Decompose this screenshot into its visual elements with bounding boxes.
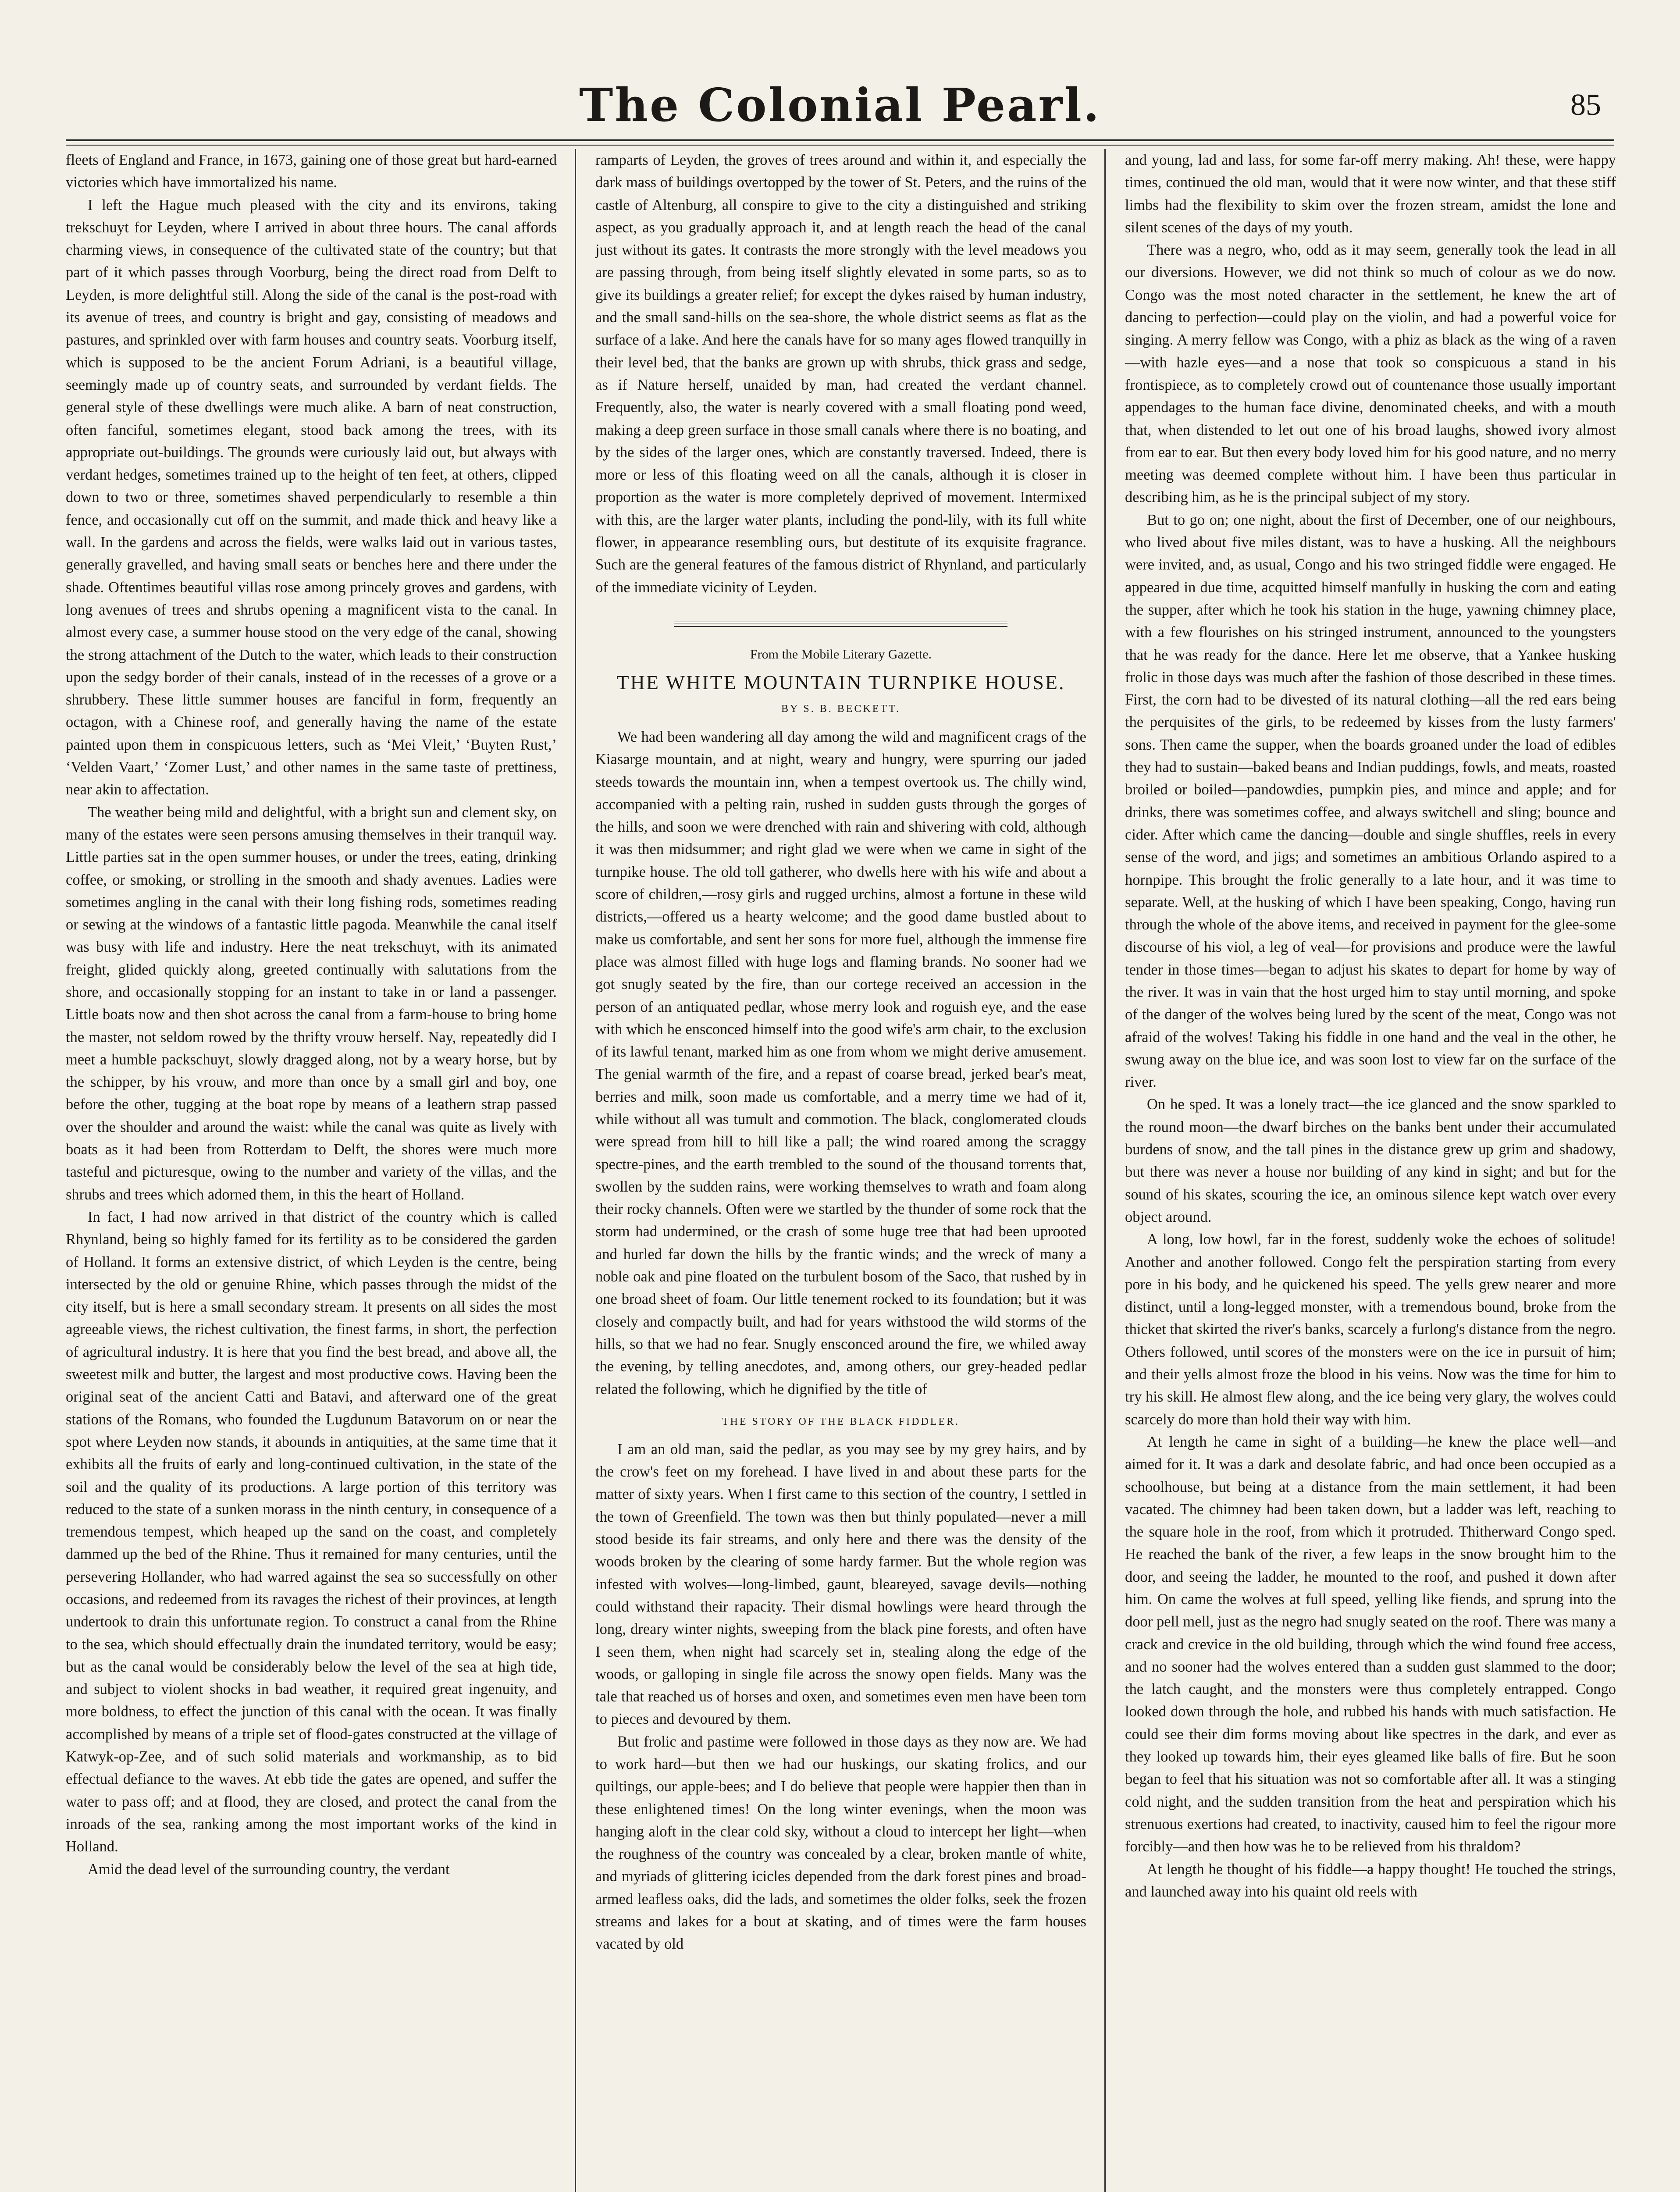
source-line: From the Mobile Literary Gazette. xyxy=(750,647,932,662)
story-paragraph: I am an old man, said the pedlar, as you may see by my grey hairs, and by the crow's feet on my forehead. I have lived in and about these parts for the matter of sixty years. When I first came to this section of the country, I settled in the town of Greenfield. The town was then but thinly populated—never a mill stood beside its fair streams, and only here and there was the density of the woods broken by the clearing of some hardy farmer. But the whole region was infested with wolves—long-limbed, gaunt, bleareyed, savage devils—nothing could withstand their rapacity. Their dismal howlings were heard through the long, dreary winter nights, sweeping from the black pine forests, and often have I seen them, when night had scarcely set in, stealing along the edge of the woods, or galloping in single file across the snowy open fields. Many was the tale that reached us of horses and oxen, and sometimes even men have been torn to pieces and devoured by them. xyxy=(595,1441,1086,1728)
story-paragraph: We had been wandering all day among the wild and magnificent crags of the Kiasarge mountain, and at night, weary and hungry, were spurring our jaded steeds towards the mountain inn, when a tempest overtook us. The chilly wind, accompanied with a pelting rain, rushed in sudden gusts through the gorges of the hills, and soon we were drenched with rain and shivering with cold, although it was then midsummer; and right glad we were when we came in sight of the turnpike house. The old toll gatherer, who dwells here with his wife and about a score of children,—rosy girls and rugged urchins, almost a fortune in these wild districts,—offered us a hearty welcome; and the good dame bustled about to make us comfortable, and sent her sons for more fuel, although the immense fire place was almost filled with huge logs and flaming brands. No sooner had we got snugly seated by the fire, than our cortege received an accession in the person of an antiquated pedlar, whose merry look and roguish eye, and the ease with which he ensconced himself into the good wife's arm chair, to the exclusion of its lawful tenant, marked him as one from whom we might derive amusement. The genial warmth of the fire, and a repast of coarse bread, jerked bear's meat, berries and milk, soon made us comfortable, and a merry time we had of it, while without all was tumult and commotion. The black, conglomerated clouds were spread from hill to hill like a pall; the wind roared among the scraggy spectre-pines, and the earth trembled to the sound of the thousand torrents that, swollen by the sudden rains, were working themselves to wrath and foam along their rocky channels. Often were we startled by the thunder of some rock that the storm had undermined, or the crash of some huge tree that had been uprooted and hurled far down the hills by the frantic winds; and the wreck of many a noble oak and pine floated on the turbulent bosom of the Saco, that rushed by in one broad sheet of foam. Our little tenement rocked to its foundation; but it was closely and compactly built, and had for years withstood the wild storms of the hills, so that we had no fear. Snugly ensconced around the fire, we whiled away the evening, by telling anecdotes, and, among others, our grey-headed pedlar related the following, which he dignified by the title of xyxy=(595,728,1086,1398)
story-paragraph: But frolic and pastime were followed in those days as they now are. We had to work hard—but then we had our huskings, our skating frolics, and our quiltings, our apple-bees; and I do believe that people were happier then than in these enlightened times! On the long winter evenings, when the moon was hanging aloft in the clear cold sky, without a cloud to intercept her light—when the roughness of the country was concealed by a clear, broken mantle of white, and myriads of glittering icicles depended from the dark forest pines and broad-armed leafless oaks, did the lads, and sometimes the older folks, seek the frozen streams and lakes for a bout at skating, and of times were the farm houses vacated by old xyxy=(595,1733,1086,1953)
newspaper-title: The Colonial Pearl. xyxy=(579,78,1101,132)
masthead xyxy=(66,75,1614,140)
page-number: 85 xyxy=(1570,88,1601,122)
article-paragraph: I left the Hague much pleased with the city and its environs, taking trekschuyt for Leyden, where I arrived in about three hours. The canal affords charming views, in consequence of the cultivated state of the country; but that part of it which passes through Voorburg, being the direct road from Delft to Leyden, is more delightful still. Along the side of the canal is the post-road with its avenue of trees, and country is bright and gay, consisting of meadows and pastures, and sprinkled over with farm houses and country seats. Voorburg itself, which is supposed to be the ancient Forum Adriani, is a beautiful village, seemingly made up of country seats, and surrounded by verdant fields. The general style of these dwellings were much alike. A barn of neat construction, often fanciful, sometimes elegant, stood back among the trees, with its appropriate out-buildings. The grounds were curiously laid out, but always with verdant hedges, sometimes trained up to the height of ten feet, at others, clipped down to two or three, sometimes shaved perpendicularly to resemble a thin fence, and occasionally cut off on the summit, and made thick and heavy like a wall. In the gardens and across the fields, were walks laid out in various tastes, generally gravelled, and having small seats or benches here and there under the shade. Oftentimes beautiful villas rose among princely groves and gardens, with long avenues of trees and shrubs opening a magnificent vista to the canal. In almost every case, a summer house stood on the very edge of the canal, showing the strong attachment of the Dutch to the water, which leads to their construction upon the sedgy border of their canals, instead of in the recesses of a grove or a shrubbery. These little summer houses are fanciful in form, frequently an octagon, with a Chinese roof, and generally having the name of the estate painted upon them in conspicuous letters, such as ‘Mei Vleit,’ ‘Buyten Rust,’ ‘Velden Vaart,’ ‘Zomer Lust,’ and other names in the same taste of prettiness, near akin to affectation. xyxy=(66,196,557,798)
story-paragraph: At length he thought of his fiddle—a happy thought! He touched the strings, and launched away into his quaint old reels with xyxy=(1125,1861,1616,1900)
column-divider-1 xyxy=(575,149,576,2192)
story-paragraph: and young, lad and lass, for some far-off merry making. Ah! these, were happy times, continued the old man, would that it were now winter, and that these stiff limbs had the flexibility to skim over the frozen stream, amidst the lone and silent scenes of the days of my youth. xyxy=(1125,152,1616,236)
column-1 xyxy=(66,149,557,1881)
column-divider-2 xyxy=(1104,149,1106,2192)
story-paragraph: There was a negro, who, odd as it may seem, generally took the lead in all our diversions. However, we did not think so much of colour as we do now. Congo was the most noted character in the settlement, he knew the art of dancing to perfection—could play on the violin, and had a powerful voice for singing. A merry fellow was Congo, with a phiz as black as the wing of a raven—with hazle eyes—and a nose that took so conspicuous a stand in his frontispiece, as to completely crowd out of countenance those usually important appendages to the human face divine, denominated cheeks, and with a mouth that, when distended to let out one of his broad laughs, showed ivory almost from ear to ear. But then every body loved him for his good nature, and no merry meeting was deemed complete without him. I have been thus particular in describing him, as he is the principal subject of my story. xyxy=(1125,242,1616,506)
column-3 xyxy=(1125,149,1616,1903)
story-paragraph: At length he came in sight of a building—he knew the place well—and aimed for it. It was a dark and desolate fabric, and had once been occupied as a schoolhouse, but being at a distance from the main settlement, it had been vacated. The chimney had been taken down, but a ladder was left, reaching to the square hole in the roof, from which it protruded. Thitherward Congo sped. He reached the bank of the river, a few leaps in the snow brought him to the door, and seeing the ladder, he mounted to the roof, and pushed it down after him. On came the wolves at full speed, yelling like fiends, and sprung into the door pell mell, just as the negro had snugly seated on the roof. There was many a crack and crevice in the old building, through which the wind found free access, and no sooner had the wolves entered than a sudden gust slammed to the door; the latch caught, and the monsters were thus completely entrapped. Congo looked down through the hole, and rubbed his hands with much satisfaction. He could see their dim forms moving about like spectres in the dark, and ever as they looked up towards him, their eyes gleamed like balls of fire. But he soon began to feel that his situation was not so comfortable after all. It was a stinging cold night, and the sudden transition from the heat and perspiration which his strenuous exertions had created, to inactivity, caused him to feel the rigour more forcibly—and then how was he to be relieved from his thraldom? xyxy=(1125,1433,1616,1855)
story-paragraph: But to go on; one night, about the first of December, one of our neighbours, who lived about five miles distant, was to have a husking. All the neighbours were invited, and, as usual, Congo and his two stringed fiddle were engaged. He appeared in due time, acquitted himself manfully in husking the corn and eating the supper, after which he took his station in the huge, yawning chimney place, with a few flourishes on his stringed instrument, announced to the youngsters that he was ready for the dance. Here let me observe, that a Yankee husking frolic in those days was much after the fashion of those described in these times. First, the corn had to be divested of its natural clothing—all the red ears being the perquisites of the girls, to be redeemed by kisses from the lusty farmers' sons. Then came the supper, when the boards groaned under the load of edibles they had to sustain—baked beans and Indian puddings, fowls, and meats, roasted broiled or boiled—pandowdies, pumpkin pies, and mince and apple; and for drinks, there was sometimes coffee, and always switchell and sling; bounce and cider. After which came the dancing—double and single shuffles, reels in every sense of the word, and jigs; and sometimes an ambitious Orlando aspired to a hornpipe. This brought the frolic generally to a late hour, and it was time to separate. Well, at the husking of which I have been speaking, Congo, having run through the whole of the above items, and received in payment for the glee-some discourse of his viol, a leg of veal—for provisions and produce were the lawful tender in those times—began to adjust his skates to depart for home by way of the river. It was in vain that the host urged him to stay until morning, and spoke of the danger of the wolves being lured by the scent of the meat, Congo was not afraid of the wolves! Taking his fiddle in one hand and the veal in the other, he swung away on the blue ice, and was soon lost to view far on the surface of the river. xyxy=(1125,511,1616,1091)
section-divider xyxy=(674,622,1007,627)
column-2 xyxy=(595,149,1086,1956)
story-paragraph: On he sped. It was a lonely tract—the ice glanced and the snow sparkled to the round moon—the dwarf birches on the banks bent under their accumulated burdens of snow, and the tall pines in the distance grew up grim and shadowy, but there was never a house nor building of any kind in sight; and but for the sound of his skates, scouring the ice, an ominous silence kept watch over every object around. xyxy=(1125,1096,1616,1225)
story-subhead: THE STORY OF THE BLACK FIDDLER. xyxy=(722,1416,960,1427)
article-paragraph: In fact, I had now arrived in that district of the country which is called Rhynland, being so highly famed for its fertility as to be considered the garden of Holland. It forms an extensive district, of which Leyden is the centre, being intersected by the old or genuine Rhine, which passes through the midst of the city itself, but is here a small secondary stream. It presents on all sides the most agreeable views, the richest cultivation, the finest farms, in short, the perfection of agricultural industry. It is here that you find the best bread, and above all, the sweetest milk and butter, the largest and most productive cows. Having been the original seat of the ancient Catti and Batavi, and afterward one of the great stations of the Romans, who founded the Lugdunum Batavorum on or near the spot where Leyden now stands, it abounds in antiquities, at the same time that it exhibits all the fruits of early and long-continued cultivation, in the state of the soil and the quality of its productions. A large portion of this territory was reduced to the state of a sunken morass in the ninth century, in consequence of a tremendous tempest, which heaped up the sand on the coast, and completely dammed up the bed of the Rhine. Thus it remained for many centuries, until the persevering Hollander, who had warred against the sea so successfully on other occasions, and redeemed from its ravages the richest of their provinces, at length undertook to drain this unfortunate region. To construct a canal from the Rhine to the sea, which should effectually drain the inundated territory, would be easy; but as the canal would be considerably below the level of the sea at high tide, and subject to violent shocks in bad weather, it required great ingenuity, and more boldness, to effect the junction of this canal with the ocean. It was finally accomplished by means of a triple set of flood-gates constructed at the village of Katwyk-op-Zee, and of such solid materials and workmanship, as to bid effectual defiance to the waves. At ebb tide the gates are opened, and suffer the water to pass off; and at flood, they are closed, and protect the canal from the inroads of the sea, ranking among the most important works of the kind in Holland. xyxy=(66,1208,557,1855)
story-title: THE WHITE MOUNTAIN TURNPIKE HOUSE. xyxy=(616,671,1065,694)
story-byline: BY S. B. BECKETT. xyxy=(781,703,901,715)
article-paragraph: The weather being mild and delightful, with a bright sun and clement sky, on many of the estates were seen persons amusing themselves in their tranquil way. Little parties sat in the open summer houses, or under the trees, eating, drinking coffee, or smoking, or strolling in the smooth and shady avenues. Ladies were sometimes angling in the canal with their long fishing rods, sometimes reading or sewing at the windows of a fantastic little pagoda. Meanwhile the canal itself was busy with life and industry. Here the neat trekschuyt, with its animated freight, glided quickly along, greeted continually with salutations from the shore, and occasionally stopping for an instant to take in or land a passenger. Little boats now and then shot across the canal from a farm-house to bring home the master, not seldom rowed by the thrifty vrouw herself. Nay, repeatedly did I meet a humble packschuyt, slowly dragged along, not by a weary horse, but by the schipper, by his vrouw, and more than once by a small girl and boy, one before the other, tugging at the boat rope by means of a leathern strap passed over the shoulder and around the waist: while the canal was quite as lively with boats as it had been from Rotterdam to Delft, the shores were much more tasteful and picturesque, owing to the number and variety of the villas, and the shrubs and trees which adorned them, in this the heart of Holland. xyxy=(66,804,557,1203)
article-paragraph: ramparts of Leyden, the groves of trees around and within it, and especially the dark mass of buildings overtopped by the tower of St. Peters, and the ruins of the castle of Altenburg, all conspire to give to the city a distinguished and striking aspect, as you gradually approach it, and at length reach the head of the canal just without its gates. It contrasts the more strongly with the level meadows you are passing through, from being itself slightly elevated in some parts, so as to give its buildings a greater relief; for except the dykes raised by human industry, and the small sand-hills on the sea-shore, the whole district seems as flat as the surface of a lake. And here the canals have for so many ages flowed tranquilly in their level bed, that the banks are grown up with shrubs, thick grass and sedge, as if Nature herself, unaided by man, had created the verdant channel. Frequently, also, the water is nearly covered with a small floating pond weed, making a deep green surface in those small canals where there is no boating, and by the sides of the larger ones, which are constantly traversed. Indeed, there is more or less of this floating weed on all the canals, although it is closer in proportion as the water is more completely deprived of movement. Intermixed with this, are the larger water plants, including the pond-lily, with its full white flower, in appearance resembling ours, but destitute of its exquisite fragrance. Such are the general features of the famous district of Rhynland, and particularly of the immediate vicinity of Leyden. xyxy=(595,152,1086,596)
article-paragraph: fleets of England and France, in 1673, gaining one of those great but hard-earned victories which have immortalized his name. xyxy=(66,152,557,191)
article-paragraph: Amid the dead level of the surrounding country, the verdant xyxy=(88,1861,450,1878)
masthead-rule xyxy=(66,139,1614,146)
story-paragraph: A long, low howl, far in the forest, suddenly woke the echoes of solitude! Another and another followed. Congo felt the perspiration starting from every pore in his body, and he quickened his speed. The yells grew nearer and more distinct, until a long-legged monster, with a tremendous bound, broke from the thicket that skirted the river's banks, scarcely a furlong's distance from the negro. Others followed, until scores of the monsters were on the ice in pursuit of him; and their yells almost froze the blood in his veins. Now was the time for him to try his skill. He almost flew along, and the ice being very glary, the wolves could scarcely do more than hold their way with him. xyxy=(1125,1231,1616,1428)
